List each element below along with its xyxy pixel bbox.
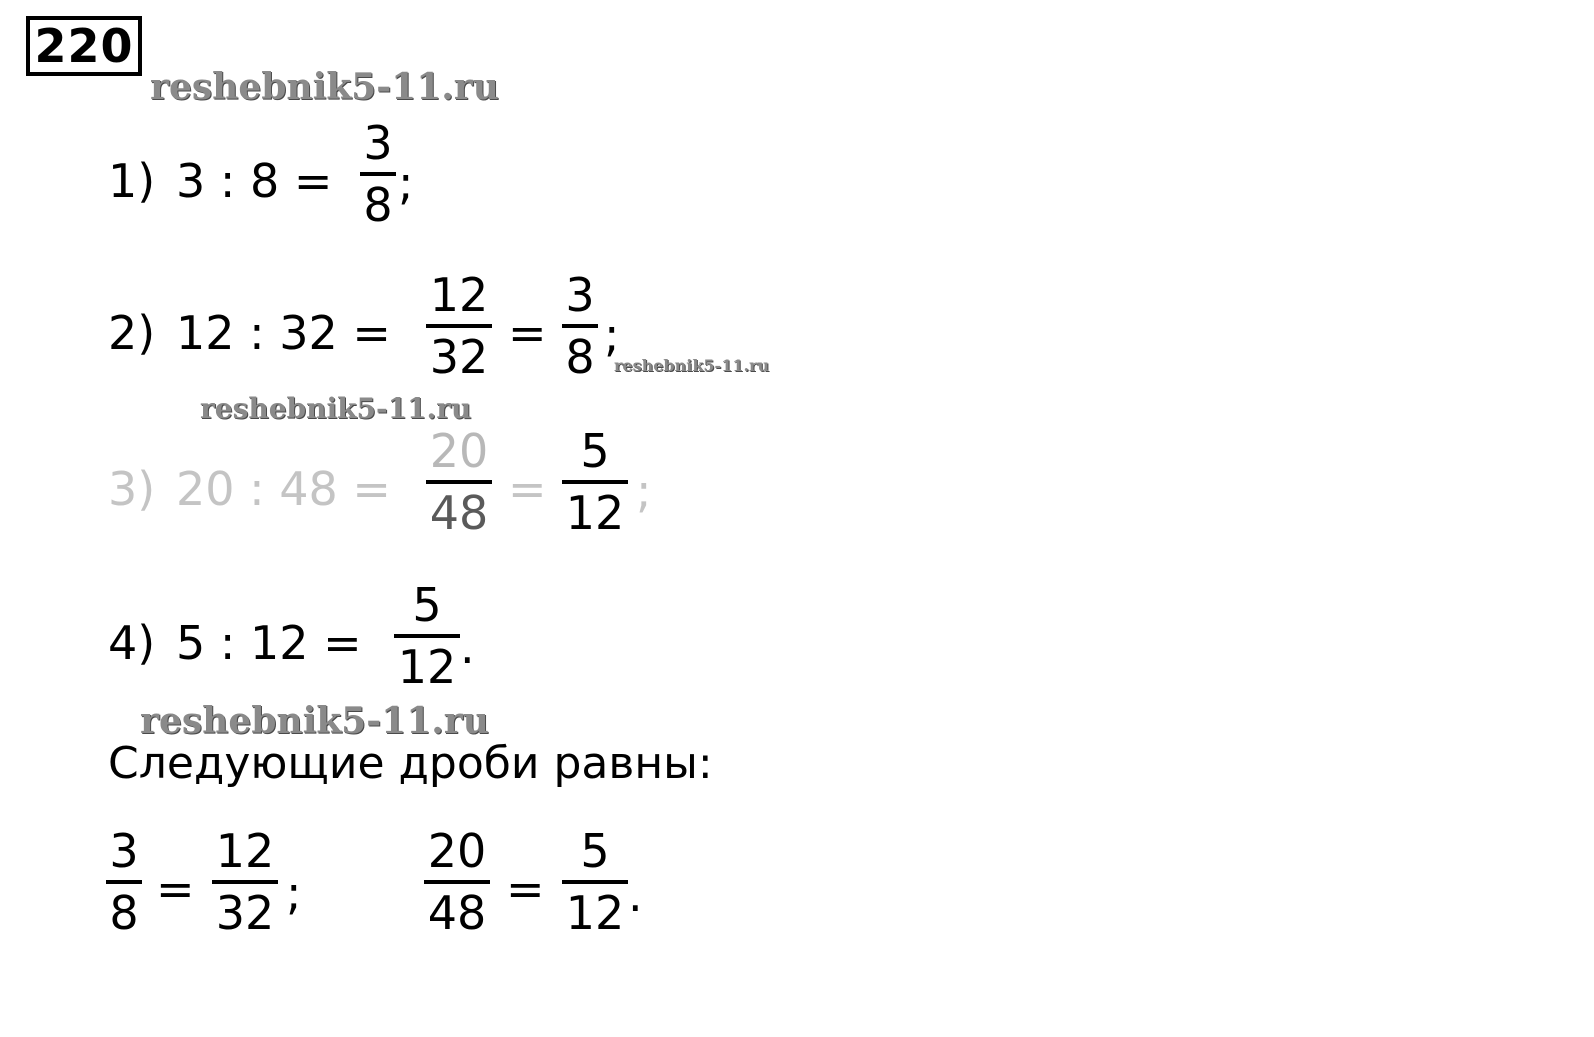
fraction-bar: [106, 880, 142, 884]
fraction-bar: [360, 172, 396, 176]
numerator: 5: [412, 578, 442, 632]
watermark: reshebnik5-11.ru: [140, 700, 489, 742]
fraction-bar: [394, 634, 460, 638]
numerator: 3: [109, 824, 139, 878]
numerator: 3: [565, 268, 595, 322]
fraction-bar: [426, 324, 492, 328]
denominator: 32: [215, 886, 275, 940]
fraction-bar: [562, 880, 628, 884]
equals-sign: =: [508, 462, 547, 516]
denominator: 8: [565, 330, 595, 384]
equals-sign: =: [506, 862, 545, 916]
fraction: [426, 268, 492, 384]
numerator: 20: [427, 824, 487, 878]
fraction: [424, 824, 490, 940]
numerator: 20: [429, 424, 489, 478]
fraction: [360, 116, 396, 232]
fraction: [212, 824, 278, 940]
item-expression: 5 : 12 =: [176, 616, 362, 670]
numerator: 5: [580, 424, 610, 478]
punctuation: .: [460, 620, 475, 674]
item-label: 3): [108, 462, 156, 516]
fraction: [562, 268, 598, 384]
denominator: 12: [397, 640, 457, 694]
fraction-bar: [426, 480, 492, 484]
task-number: 220: [26, 16, 142, 76]
fraction-bar: [424, 880, 490, 884]
equals-sign: =: [156, 862, 195, 916]
watermark: reshebnik5-11.ru: [150, 66, 499, 108]
punctuation: ;: [604, 308, 620, 362]
fraction: [106, 824, 142, 940]
fraction: [562, 824, 628, 940]
numerator: 12: [429, 268, 489, 322]
fraction: [562, 424, 628, 540]
item-label: 4): [108, 616, 156, 670]
item-label: 2): [108, 306, 156, 360]
denominator: 32: [429, 330, 489, 384]
fraction-bar: [562, 324, 598, 328]
punctuation: ;: [286, 866, 302, 920]
watermark: reshebnik5-11.ru: [200, 392, 472, 425]
punctuation: .: [628, 868, 643, 922]
denominator: 48: [429, 486, 489, 540]
fraction: [394, 578, 460, 694]
numerator: 3: [363, 116, 393, 170]
item-expression: 12 : 32 =: [176, 306, 391, 360]
denominator: 12: [565, 486, 625, 540]
watermark: reshebnik5-11.ru: [614, 356, 770, 375]
denominator: 8: [109, 886, 139, 940]
fraction-bar: [562, 480, 628, 484]
numerator: 5: [580, 824, 610, 878]
fraction: [426, 424, 492, 540]
item-expression: 3 : 8 =: [176, 154, 333, 208]
punctuation: ;: [636, 464, 652, 518]
item-label: 1): [108, 154, 156, 208]
conclusion-text: Следующие дроби равны:: [108, 738, 713, 789]
denominator: 48: [427, 886, 487, 940]
numerator: 12: [215, 824, 275, 878]
punctuation: ;: [398, 156, 414, 210]
denominator: 12: [565, 886, 625, 940]
equals-sign: =: [508, 306, 547, 360]
fraction-bar: [212, 880, 278, 884]
item-expression: 20 : 48 =: [176, 462, 391, 516]
denominator: 8: [363, 178, 393, 232]
